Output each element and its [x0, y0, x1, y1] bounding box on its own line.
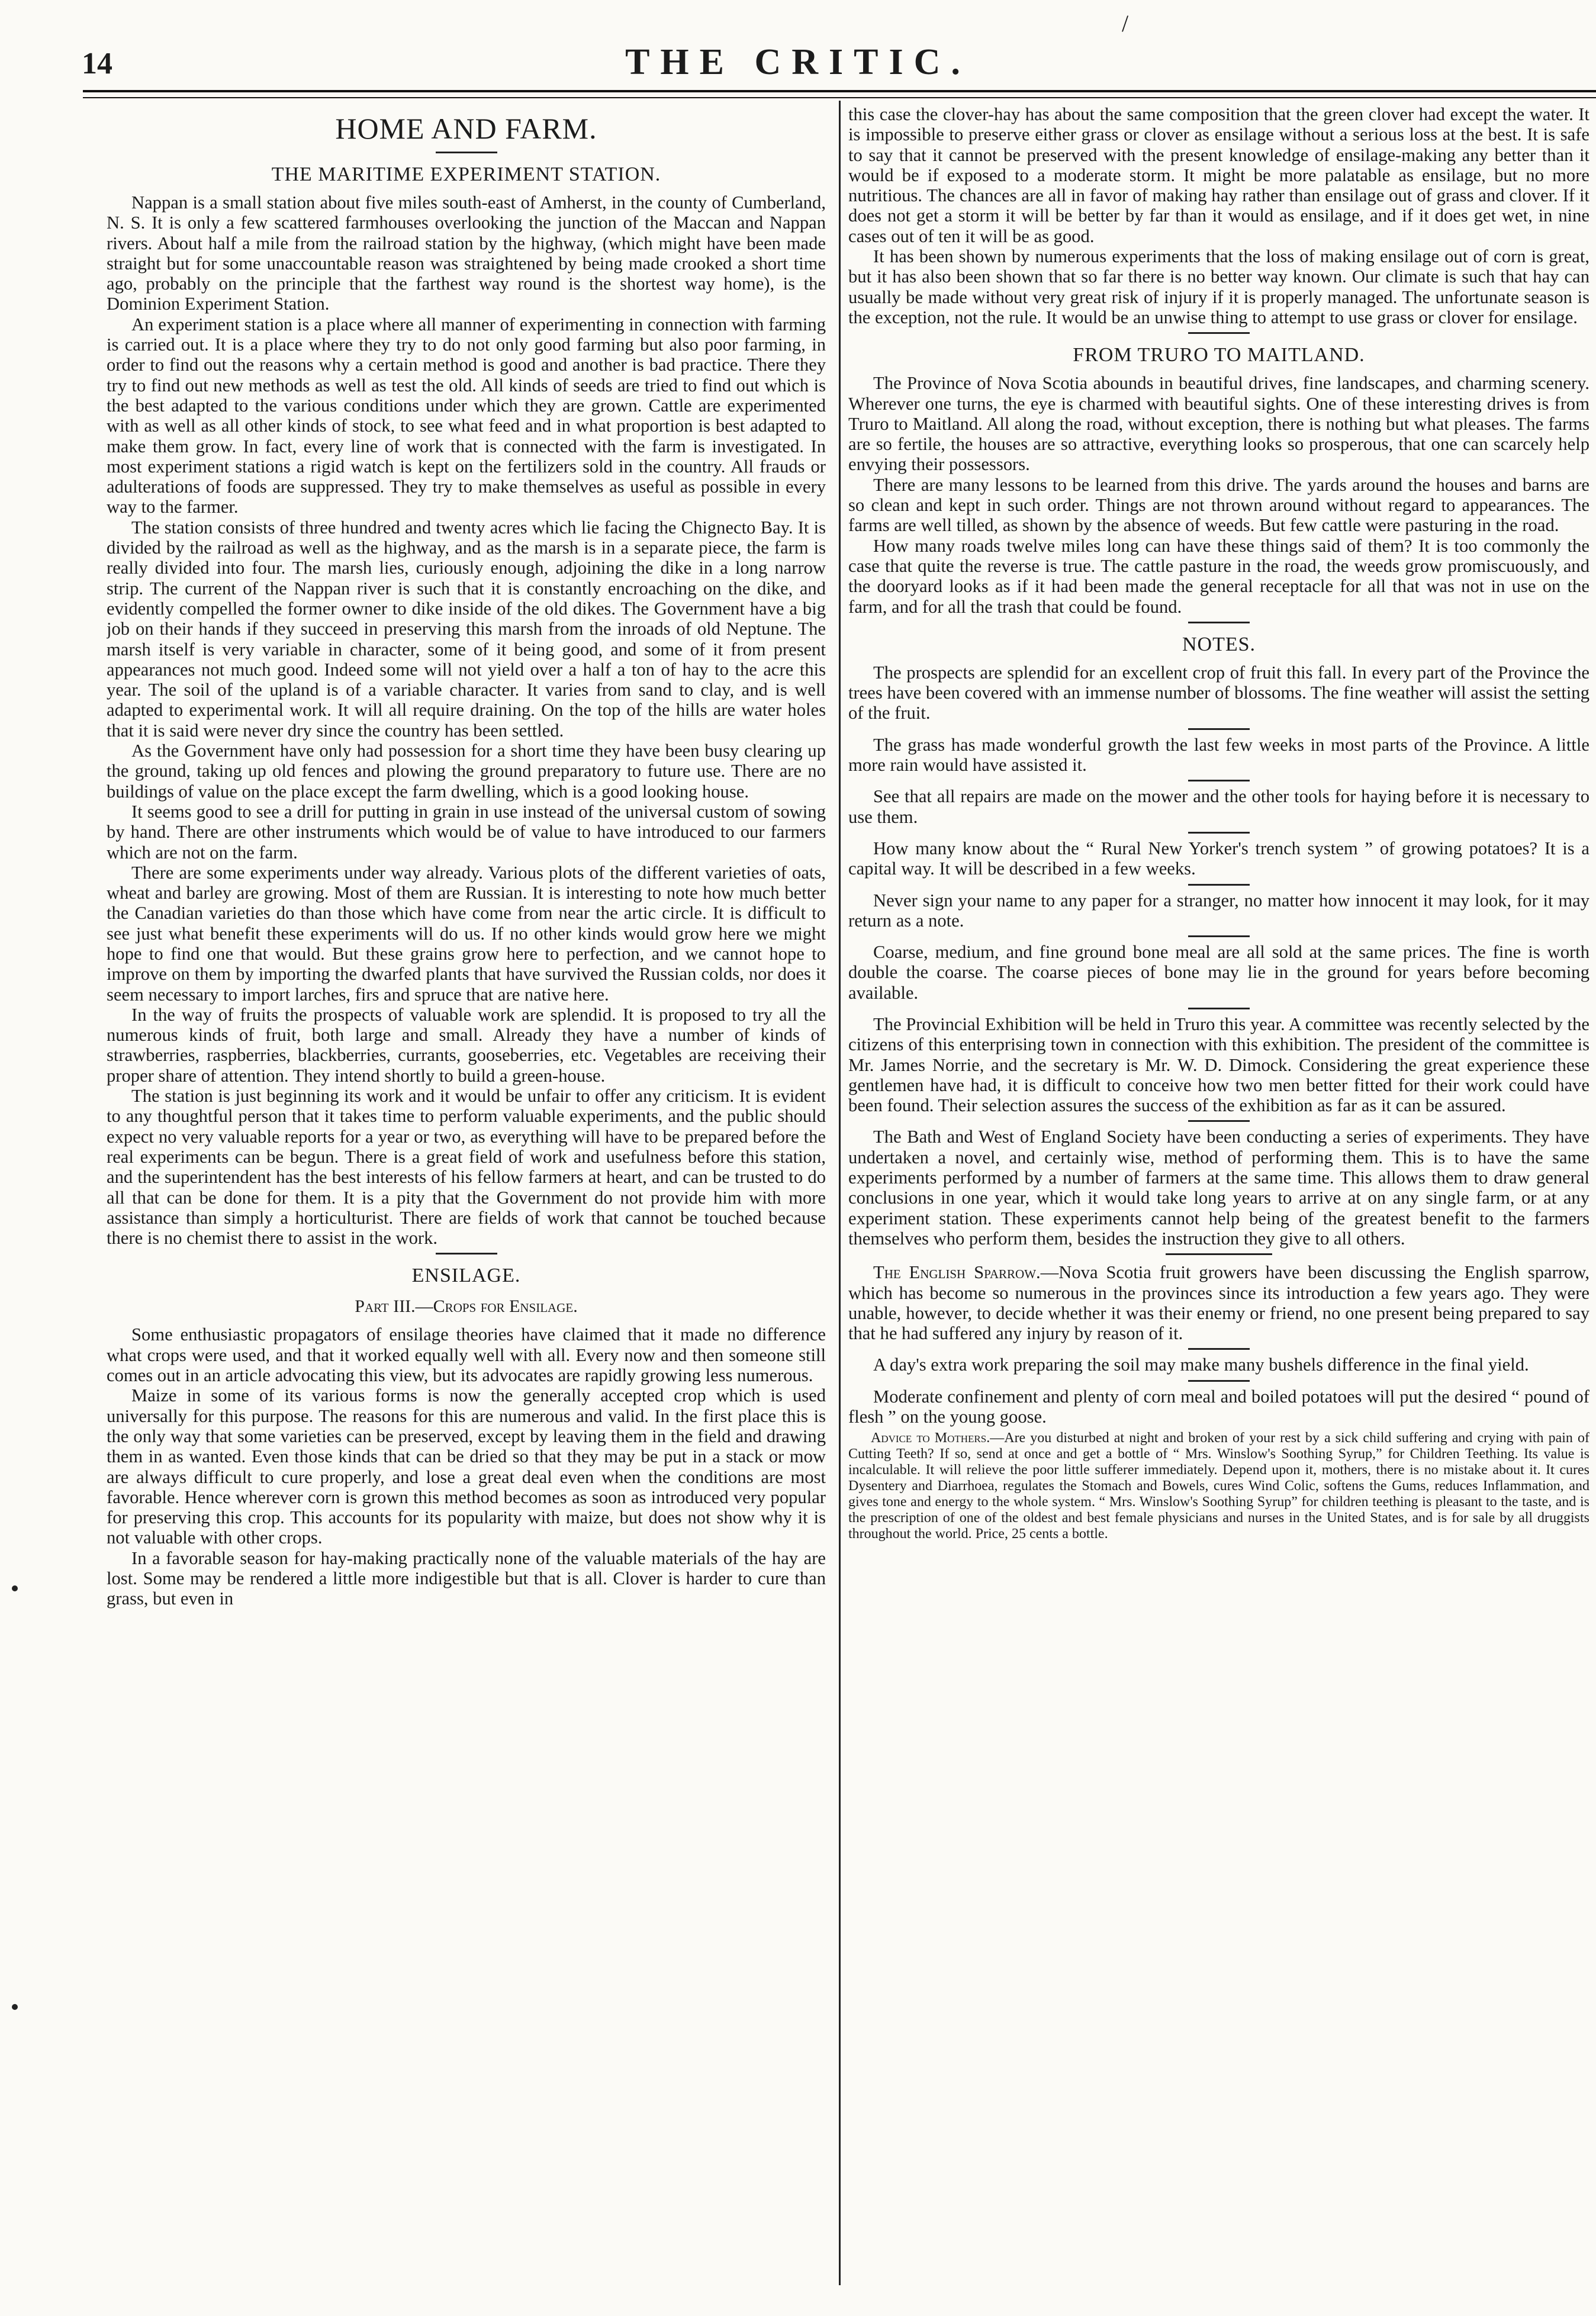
paragraph: The station consists of three hundred and twenty acres which lie facing the Chignecto Bay. It is divided by the railroad as well as the highway, and as the marsh is in a separate piece, the farm is really divided into four. The marsh lies, curiously enough, adjoining the dike in a long narrow strip. The current of the Nappan river is such that it is constantly encroaching on the dike, and evidently compelled the former owner to dike inside of the old dikes. The Government have a big job on their hands if they succeed in preserving this marsh from the inroads of old Neptune. The marsh itself is very variable in character, some of it being good, and some of it from present appearances not much good. Indeed some will not yield over a half a ton of hay to the acre this year. The soil of the upland is of a variable character. It varies from sand to clay, and is well adapted to experimental work. It will all require draining. On the top of the hills are water holes that it is said were never dry since the country has been settled. — [107, 517, 826, 741]
note-item: See that all repairs are made on the mower and the other tools for haying before it is necessary to use them. — [848, 786, 1589, 827]
advertisement — [848, 1430, 1589, 1542]
paragraph: Nappan is a small station about five miles south-east of Amherst, in the county of Cumberland, N. S. It is only a few scattered farmhouses overlooking the junction of the Maccan and Nappan rivers. About half a mile from the railroad station by the highway, (which might have been made straight but for some unaccountable reason was straightened by being made crooked a short time ago, probably on the principle that the farthest way round is the shortest way home), is the Dominion Experiment Station. — [107, 192, 826, 314]
note-item: Moderate confinement and plenty of corn meal and boiled potatoes will put the desired “ pound of flesh ” on the young goose. — [848, 1386, 1589, 1427]
page-number: 14 — [82, 47, 112, 81]
paragraph: The Province of Nova Scotia abounds in beautiful drives, fine landscapes, and charming scenery. Wherever one turns, the eye is charmed with beautiful sights. One of these interesting drives is from Truro to Maitland. All along the road, without exception, there is nothing but what pleases. The farms are so fertile, the houses are so attractive, everything looks so prosperous, that one can scarcely help envying their possessors. — [848, 373, 1589, 475]
note-item: Coarse, medium, and fine ground bone meal are all sold at the same prices. The fine is worth double the coarse. The coarse pieces of bone may lie in the ground for years before becoming available. — [848, 942, 1589, 1003]
note-rule — [1166, 1253, 1272, 1255]
note-item: The prospects are splendid for an excellent crop of fruit this fall. In every part of the Province the trees have been covered with an immense number of blossoms. The fine weather will assist the setting of the fruit. — [848, 662, 1589, 723]
margin-dot — [12, 1585, 18, 1591]
note-item: The grass has made wonderful growth the last few weeks in most parts of the Province. A little more rain would have assisted it. — [848, 734, 1589, 776]
note-rule — [1188, 1380, 1250, 1382]
paragraph: The station is just beginning its work and it would be unfair to offer any criticism. It is evident to any thoughtful person that it takes time to perform valuable experiments, and the public should expect no very valuable reports for a year or two, as everything will have to be prepared before the real experiments can be begun. There is a great field of work and usefulness before this station, and the superintendent has the best interests of his fellow farmers at heart, and can be trusted to do all that can be done for them. It is a pity that the Government do not provide him with more assistance than simply a horticulturist. There are fields of work that cannot be touched because there is no chemist there to assist in the work. — [107, 1086, 826, 1249]
paragraph: In a favorable season for hay-making practically none of the valuable materials of the hay are lost. Some may be rendered a little more indigestible but that is all. Clover is harder to cure than grass, but even in — [107, 1548, 826, 1609]
section-rule — [1188, 332, 1250, 334]
note-text: —Nova Scotia fruit growers have been discussing the English sparrow, which has become so numerous in the provinces since its introduction a few years ago. They were unable, however, to decide whether it was their enemy or friend, no one present being prepared to say that he had suffered any injury by reason of it. — [848, 1262, 1589, 1344]
note-item: Never sign your name to any paper for a stranger, no matter how innocent it may look, for it may return as a note. — [848, 890, 1589, 931]
masthead — [0, 0, 1596, 95]
section-rule — [1188, 622, 1250, 623]
advertisement-heading: Advice to Mothers. — [871, 1430, 990, 1446]
paragraph: There are some experiments under way already. Various plots of the different varieties of oats, wheat and barley are growing. Most of them are Russian. It is interesting to note how much better the Canadian varieties do than those which have come from near the artic circle. It is difficult to see just what benefit these experiments will do us. If no other kinds would grow here we might hope to find one that would. But these grains grow here to perfection, and we cannot hope to improve on them by importing the dwarfed plants that have survived the Russian colds, nor does it seem necessary to import larches, firs and spruce that are native here. — [107, 862, 826, 1005]
department-heading: HOME AND FARM. — [335, 112, 597, 145]
note-item: A day's extra work preparing the soil may make many bushels difference in the final yield. — [873, 1355, 1529, 1375]
paragraph: There are many lessons to be learned from this drive. The yards around the houses and barns are so clean and kept in such order. Things are not thrown around without regard to appearances. The farms are well tilled, as shown by the absence of weeds. But few cattle were pasturing in the road. — [848, 474, 1589, 536]
section-rule — [436, 152, 497, 153]
paragraph: Maize in some of its various forms is now the generally accepted crop which is used universally for this purpose. The reasons for this are numerous and valid. In the first place this is the only way that some varieties can be preserved, except by leaving them in the field and drawing them in as wanted. Even those kinds that can be dried so that they may be put in a stack or mow are always difficult to cure properly, and lose a great deal even when the conditions are most favorable. Hence wherever corn is grown this method becomes as soon as introduced very popular for preserving this crop. This accounts for its popularity with maize, but does not show why it is not valuable with other crops. — [107, 1385, 826, 1548]
note-item: How many know about the “ Rural New Yorker's trench system ” of growing potatoes? It is a capital way. It will be described in a few weeks. — [848, 838, 1589, 879]
note-rule — [1188, 832, 1250, 834]
note-rule — [1188, 728, 1250, 730]
column-divider — [839, 101, 841, 2285]
paragraph: In the way of fruits the prospects of valuable work are splendid. It is proposed to try all the numerous kinds of fruit, both large and small. Already they have a number of kinds of strawberries, raspberries, blackberries, currants, gooseberries, etc. Vegetables are receiving their proper share of attention. They intend shortly to build a green-house. — [107, 1004, 826, 1086]
note-item — [848, 1262, 1589, 1343]
advertisement-text — [848, 1430, 1589, 1542]
paragraph: As the Government have only had possession for a short time they have been busy clearing up the ground, taking up old fences and plowing the ground preparatory to future use. There are no buildings of value on the place except the farm dwelling, which is a good looking house. — [107, 741, 826, 802]
note-item: The Bath and West of England Society have been conducting a series of experiments. They have undertaken a novel, and certainly wise, method of performing them. This is to have the same experiments performed by a number of farmers at the same time. This allows them to draw general conclusions in one year, which it would take long years to arrive at on any single farm, or at any experiment station. These experiments cannot help being of the greatest benefit to the farmers themselves who perform them, besides the instruction they give to all others. — [848, 1127, 1589, 1249]
note-rule — [1188, 1120, 1250, 1122]
margin-dot — [12, 2004, 18, 2010]
article-title: THE MARITIME EXPERIMENT STATION. — [271, 163, 661, 185]
article-body — [107, 1324, 826, 1609]
paragraph: this case the clover-hay has about the same composition that the green clover had except the water. It is impossible to preserve either grass or clover as ensilage without a serious loss at the best. It is safe to say that it cannot be preserved with the present knowledge of ensilage-making any better than it would be if exposed to a moderate storm. It might be more palatable as ensilage, but no more nutritious. The chances are all in favor of making hay rather than ensilage out of grass and clover. If it does not get a storm it will be better by far than it would as ensilage, and if it does get wet, in nine cases out of ten it will be as good. — [848, 104, 1589, 246]
note-rule — [1188, 884, 1250, 886]
advertisement-body: —Are you disturbed at night and broken of your rest by a sick child suffering and crying with pain of Cutting Teeth? If so, send at once and get a bottle of “ Mrs. Winslow's Soothing Syrup,” for Children Teething. Its value is incalculable. It will relieve the poor little sufferer immediately. Depend upon it, mothers, there is no mistake about it. It cures Dysentery and Diarrhoea, regulates the Stomach and Bowels, cures Wind Colic, softens the Gums, reduces Inflammation, and gives tone and energy to the whole system. “ Mrs. Winslow's Soothing Syrup” for children teething is pleasant to the taste, and is the prescription of one of the oldest and best female physicians and nurses in the United States, and is for sale by all druggists throughout the world. Price, 25 cents a bottle. — [848, 1430, 1589, 1542]
right-column — [848, 104, 1589, 2295]
note-item: The Provincial Exhibition will be held in Truro this year. A committee was recently selected by the citizens of this enterprising town in connection with this exhibition. The president of the committee is Mr. James Norrie, and the secretary is Mr. W. D. Dimock. Considering the great experience these gentlemen have had, it is difficult to conceive how two men better fitted for their work could have been found. Their selection assures the success of the exhibition as far as it can be assured. — [848, 1014, 1589, 1116]
note-rule — [1188, 1008, 1250, 1009]
article-subtitle: Part III.—Crops for Ensilage. — [355, 1297, 578, 1317]
note-rule — [1188, 1348, 1250, 1350]
paragraph: How many roads twelve miles long can have these things said of them? It is too commonly the case that quite the reverse is true. The cattle pasture in the road, the weeds grow promiscuously, and the dooryard looks as if it had been made the general receptacle for all that was not in use on the farm, and for all the trash that could be found. — [848, 535, 1589, 617]
section-rule — [436, 1253, 497, 1254]
paragraph: It has been shown by numerous experiments that the loss of making ensilage out of corn is great, but it has also been shown that so far there is no better way known. Our climate is such that hay can usually be made without very great risk of injury if it is properly managed. The unfortunate season is the exception, not the rule. It would be an unwise thing to attempt to use grass or clover for ensilage. — [848, 246, 1589, 327]
article-title: FROM TRURO TO MAITLAND. — [1073, 344, 1365, 366]
stray-mark: / — [1122, 10, 1129, 37]
header-rule-thin — [83, 97, 1596, 98]
header-rule — [83, 90, 1596, 92]
article-title: NOTES. — [1182, 633, 1256, 655]
paragraph: Some enthusiastic propagators of ensilage theories have claimed that it made no difference what crops were used, and that it worked equally well with all. Every now and then someone still comes out in an article advocating this view, but its advocates are rapidly growing less numerous. — [107, 1324, 826, 1386]
note-rule — [1188, 780, 1250, 781]
paragraph: An experiment station is a place where all manner of experimenting in connection with farming is carried out. It is a place where they try to do not only good farming but also poor farming, in order to find out the reasons why a certain method is good and another is bad practice. There they try to find out new methods as well as test the old. All kinds of seeds are tried to find out which is the best adapted to the various conditions under which they are grown. Cattle are experimented with as well as all other kinds of stock, to see what feed and in what proportion is best adapted to make them grow. In fact, every line of work that is connected with the farm is investigated. In most experiment stations a rigid watch is kept on the fertilizers sold in the country. All frauds or adulterations of foods are suppressed. They try to make themselves as useful as possible in every way to the farmer. — [107, 314, 826, 517]
article-title: ENSILAGE. — [411, 1265, 521, 1287]
note-heading: The English Sparrow. — [873, 1262, 1041, 1283]
article-body — [107, 192, 826, 1248]
left-column — [107, 104, 826, 2295]
note-rule — [1188, 935, 1250, 937]
journal-title: THE CRITIC. — [625, 42, 971, 82]
paragraph: It seems good to see a drill for putting in grain in use instead of the universal custom of sowing by hand. There are other instruments which would be of value to have introduced to our farmers which are not on the farm. — [107, 801, 826, 863]
